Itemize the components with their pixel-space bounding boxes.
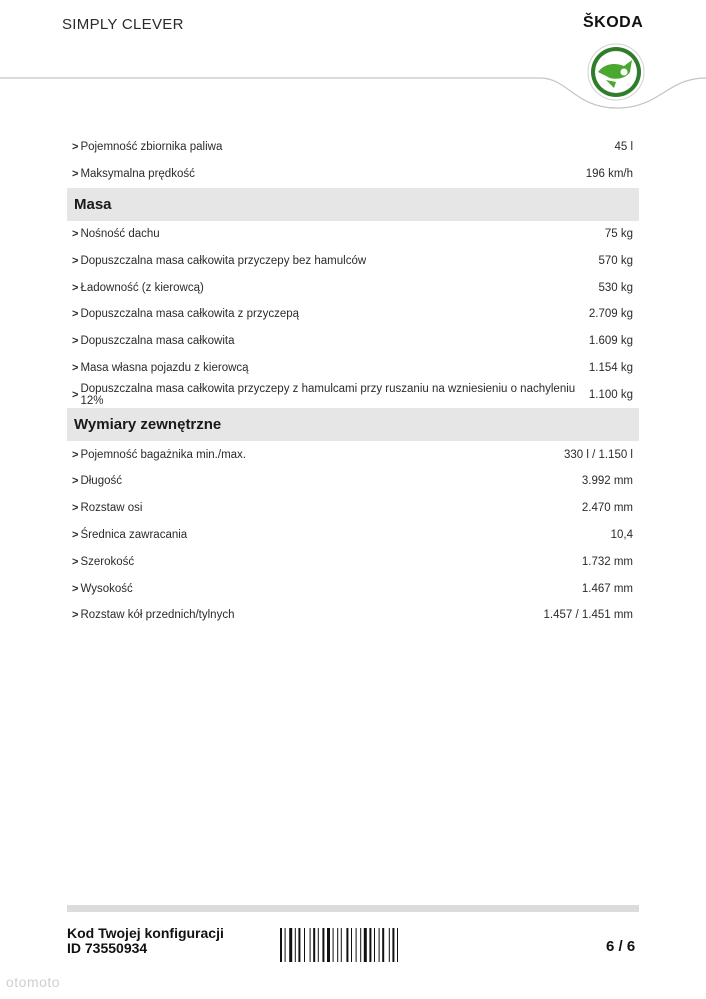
- spec-value: 2.470 mm: [581, 502, 633, 515]
- spec-label: Długość: [80, 475, 122, 488]
- section-header-wymiary: Wymiary zewnętrzne: [67, 408, 639, 441]
- spec-row: [67, 522, 639, 549]
- barcode-bar: [364, 928, 367, 962]
- barcode-bar: [389, 928, 390, 962]
- chevron-right-icon: >: [72, 308, 79, 321]
- spec-row: [67, 328, 639, 355]
- spec-label: Maksymalna prędkość: [80, 168, 195, 181]
- chevron-right-icon: >: [72, 361, 79, 374]
- spec-row: [67, 468, 639, 495]
- barcode-bar: [333, 928, 334, 962]
- spec-value: 10,4: [610, 528, 633, 541]
- spec-label: Pojemność bagażnika min./max.: [80, 448, 246, 461]
- barcode-bar: [289, 928, 292, 962]
- spec-label: Masa własna pojazdu z kierowcą: [80, 361, 249, 374]
- barcode-bar: [304, 928, 305, 962]
- barcode-bar: [280, 928, 282, 962]
- chevron-right-icon: >: [72, 448, 79, 461]
- barcode-bar: [382, 928, 384, 962]
- page-number: 6 / 6: [606, 938, 636, 955]
- chevron-right-icon: >: [72, 388, 79, 401]
- spec-value: 1.457 / 1.451 mm: [543, 609, 633, 622]
- barcode-bar: [379, 928, 380, 962]
- spec-label: Dopuszczalna masa całkowita: [80, 335, 235, 348]
- barcode-bar: [351, 928, 352, 962]
- chevron-right-icon: >: [72, 254, 79, 267]
- spec-row: [67, 495, 639, 522]
- spec-value: 75 kg: [604, 227, 633, 240]
- spec-row: [67, 247, 639, 274]
- spec-row: [67, 355, 639, 382]
- barcode-bar: [360, 928, 361, 962]
- spec-row: [67, 274, 639, 301]
- chevron-right-icon: >: [72, 281, 79, 294]
- section-header-masa: Masa: [67, 188, 639, 221]
- chevron-right-icon: >: [72, 582, 79, 595]
- spec-value: 330 l / 1.150 l: [563, 448, 633, 461]
- chevron-right-icon: >: [72, 528, 79, 541]
- spec-row: [67, 381, 639, 408]
- barcode-bar: [341, 928, 342, 962]
- barcode-bar: [313, 928, 315, 962]
- spec-value: 1.609 kg: [588, 335, 633, 348]
- spec-value: 3.992 mm: [581, 475, 633, 488]
- spec-row: [67, 602, 639, 629]
- watermark-text: otomoto: [6, 974, 61, 990]
- spec-value: 1.100 kg: [588, 388, 633, 401]
- spec-label: Szerokość: [80, 555, 135, 568]
- barcode-bar: [318, 928, 319, 962]
- spec-value: 196 km/h: [585, 168, 633, 181]
- spec-row: [67, 161, 639, 188]
- page-header: [0, 0, 706, 120]
- barcode-bar: [295, 928, 296, 962]
- barcode-bar: [356, 928, 357, 962]
- spec-value: 45 l: [614, 141, 633, 154]
- barcode-bar: [346, 928, 348, 962]
- barcode-bar: [327, 928, 330, 962]
- spec-label: Pojemność zbiornika paliwa: [80, 141, 223, 154]
- chevron-right-icon: >: [72, 141, 79, 154]
- barcode-bar: [322, 928, 324, 962]
- barcode-bar: [369, 928, 371, 962]
- spec-label: Dopuszczalna masa całkowita przyczepy z hamulcami przy ruszaniu na wzniesieniu o nachyleniu 12%: [80, 382, 576, 407]
- spec-value: 1.154 kg: [588, 361, 633, 374]
- spec-label: Rozstaw osi: [80, 502, 143, 515]
- chevron-right-icon: >: [72, 168, 79, 181]
- spec-label: Średnica zawracania: [80, 528, 188, 541]
- footer-divider: [67, 905, 639, 912]
- spec-value: 2.709 kg: [588, 308, 633, 321]
- chevron-right-icon: >: [72, 475, 79, 488]
- config-code-title: Kod Twojej konfiguracji: [67, 925, 224, 941]
- barcode-bar: [337, 928, 338, 962]
- spec-value: 570 kg: [598, 254, 633, 267]
- spec-row: [67, 441, 639, 468]
- spec-value: 1.732 mm: [581, 555, 633, 568]
- spec-value: 530 kg: [598, 281, 633, 294]
- barcode-bar: [298, 928, 300, 962]
- barcode-bar: [374, 928, 375, 962]
- spec-row: [67, 548, 639, 575]
- spec-label: Ładowność (z kierowcą): [80, 281, 204, 294]
- barcode-bar: [397, 928, 398, 962]
- chevron-right-icon: >: [72, 227, 79, 240]
- barcode-icon: [280, 928, 426, 962]
- brand-slogan: SIMPLY CLEVER: [62, 16, 184, 33]
- spec-table: [67, 134, 639, 629]
- barcode-bar: [392, 928, 394, 962]
- spec-label: Wysokość: [80, 582, 133, 595]
- spec-value: 1.467 mm: [581, 582, 633, 595]
- barcode-bar: [310, 928, 311, 962]
- spec-row: [67, 301, 639, 328]
- spec-row: [67, 221, 639, 248]
- spec-row: [67, 575, 639, 602]
- skoda-logo-icon: [586, 42, 646, 102]
- spec-label: Nośność dachu: [80, 227, 160, 240]
- brand-wordmark: ŠKODA: [583, 14, 644, 31]
- barcode-bar: [285, 928, 286, 962]
- spec-row: [67, 134, 639, 161]
- config-code-id: ID 73550934: [67, 940, 148, 956]
- spec-label: Dopuszczalna masa całkowita z przyczepą: [80, 308, 300, 321]
- chevron-right-icon: >: [72, 555, 79, 568]
- chevron-right-icon: >: [72, 502, 79, 515]
- config-code-block: [67, 926, 224, 956]
- chevron-right-icon: >: [72, 609, 79, 622]
- chevron-right-icon: >: [72, 335, 79, 348]
- spec-label: Dopuszczalna masa całkowita przyczepy bez hamulców: [80, 254, 367, 267]
- spec-label: Rozstaw kół przednich/tylnych: [80, 609, 235, 622]
